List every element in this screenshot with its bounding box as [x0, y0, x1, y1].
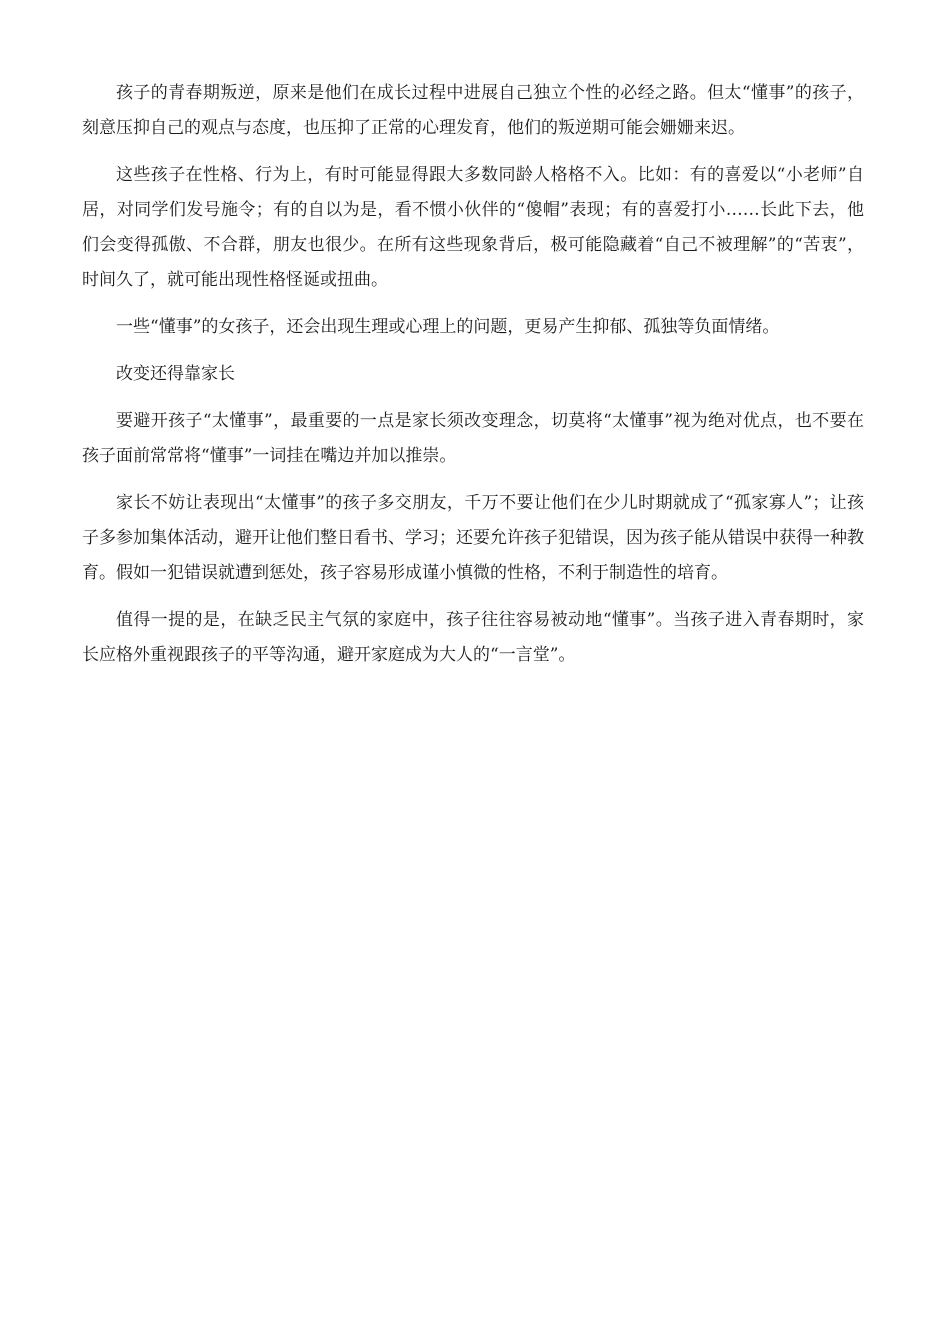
paragraph-6: 值得一提的是，在缺乏民主气氛的家庭中，孩子往往容易被动地“懂事”。当孩子进入青春期时，家长应格外重视跟孩子的平等沟通，避开家庭成为大人的“一言堂”。 — [82, 610, 864, 665]
paragraph-4: 要避开孩子“太懂事”，最重要的一点是家长须改变理念，切莫将“太懂事”视为绝对优点，也不要在孩子面前常常将“懂事”一词挂在嘴边并加以推崇。 — [82, 411, 864, 466]
paragraph-2: 这些孩子在性格、行为上，有时可能显得跟大多数同龄人格格不入。比如：有的喜爱以“小老师”自居，对同学们发号施令；有的自以为是，看不惯小伙伴的“傻帽”表现；有的喜爱打小……长此下去，他们会变得孤傲、不合群，朋友也很少。在所有这些现象背后，极可能隐藏着“自己不被理解”的“苦衷”，时间久了，就可能出现性格怪诞或扭曲。 — [82, 165, 864, 290]
paragraph-1: 孩子的青春期叛逆，原来是他们在成长过程中进展自己独立个性的必经之路。但太“懂事”的孩子，刻意压抑自己的观点与态度，也压抑了正常的心理发育，他们的叛逆期可能会姗姗来迟。 — [82, 83, 864, 138]
paragraph-5: 家长不妨让表现出“太懂事”的孩子多交朋友，千万不要让他们在少儿时期就成了“孤家寡人”；让孩子多参加集体活动，避开让他们整日看书、学习；还要允许孩子犯错误，因为孩子能从错误中获得一种教育。假如一犯错误就遭到惩处，孩子容易形成谨小慎微的性格，不利于制造性的培育。 — [82, 493, 864, 583]
section-heading: 改变还得靠家长 — [116, 364, 235, 384]
paragraph-3: 一些“懂事”的女孩子，还会出现生理或心理上的问题，更易产生抑郁、孤独等负面情绪。 — [116, 317, 780, 337]
document-page — [82, 76, 864, 685]
